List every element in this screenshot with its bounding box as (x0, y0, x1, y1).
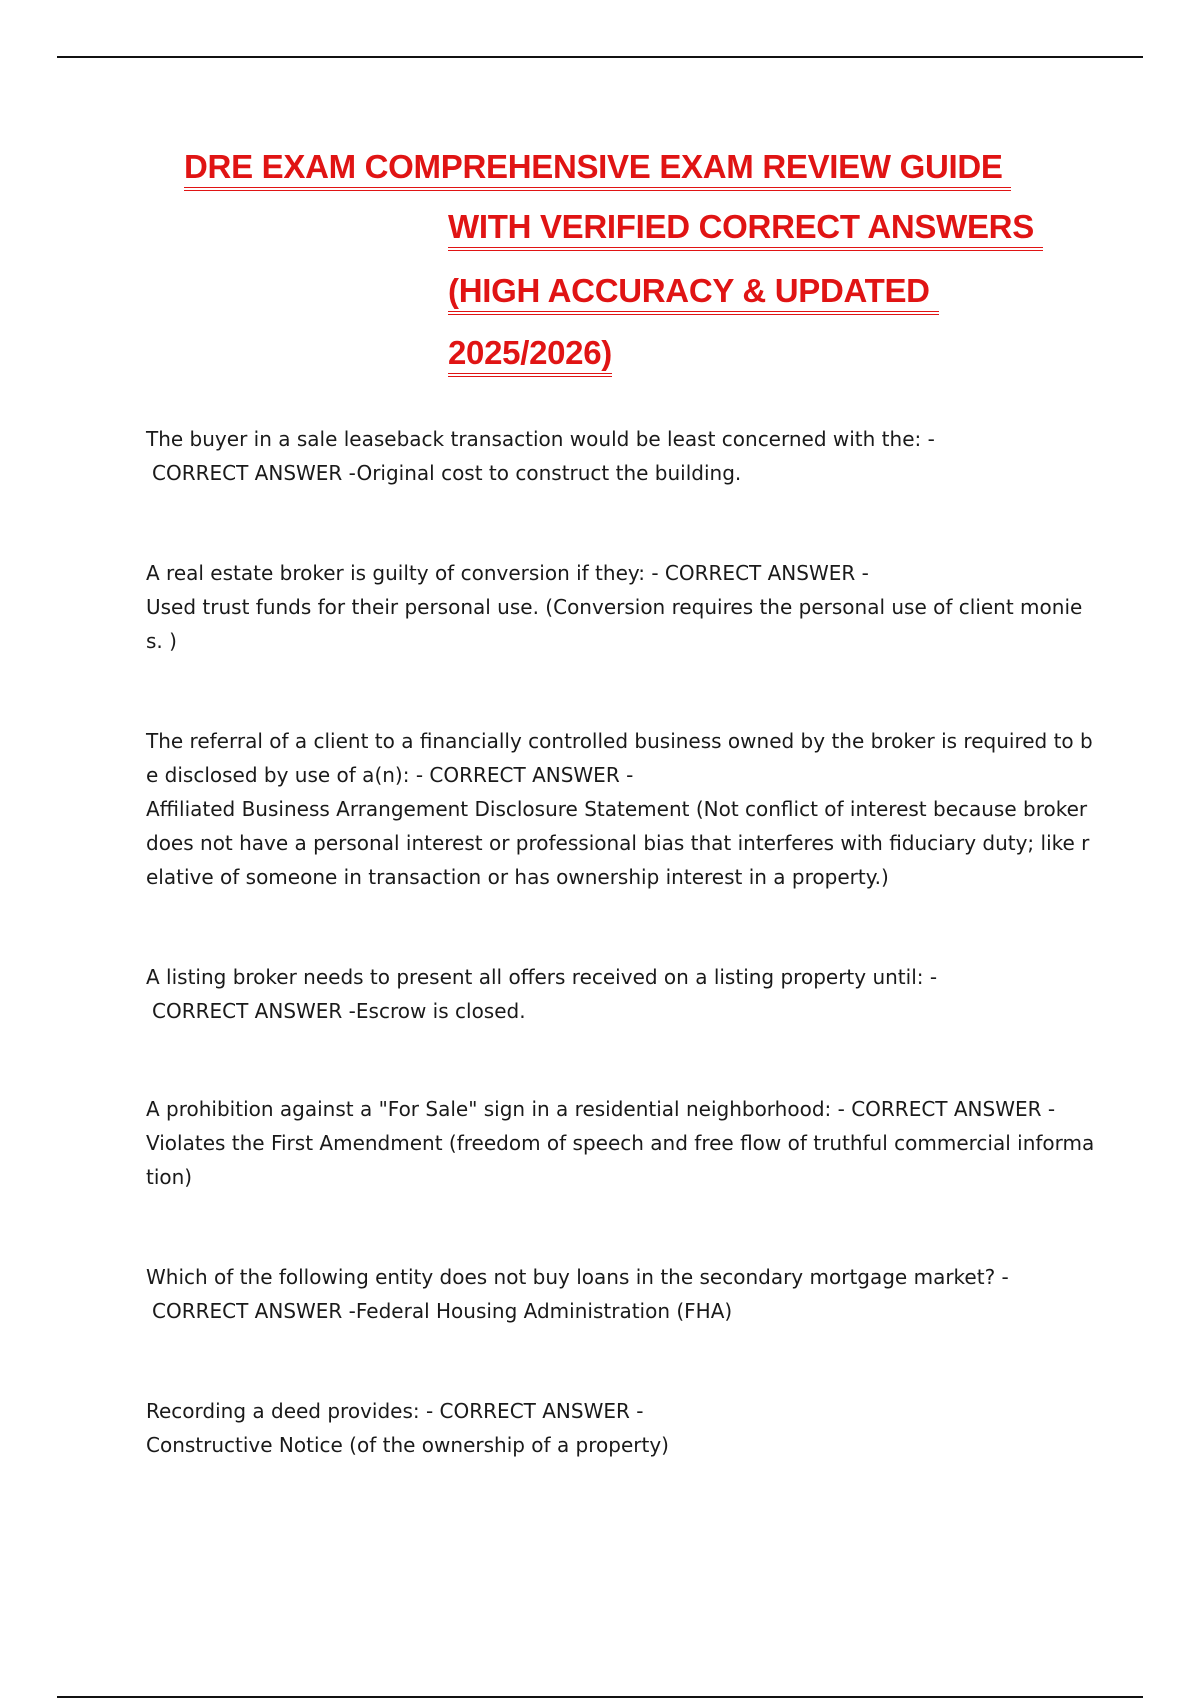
answer-text: CORRECT ANSWER -Original cost to construct the building. (152, 461, 742, 485)
question-text: A listing broker needs to present all offers received on a listing property until: - (146, 965, 938, 989)
answer-text: Used trust funds for their personal use. (Conversion requires the personal use of client monies. ) (146, 595, 1083, 653)
title-line-2: WITH VERIFIED CORRECT ANSWERS (448, 207, 1043, 251)
answer-text: Constructive Notice (of the ownership of a property) (146, 1433, 669, 1457)
qa-entry (146, 960, 1096, 1028)
question-text: A prohibition against a "For Sale" sign in a residential neighborhood: - CORRECT ANSWER - (146, 1097, 1056, 1121)
qa-entry (146, 1394, 1096, 1462)
bottom-page-rule (57, 1696, 1143, 1698)
title-line-3: (HIGH ACCURACY & UPDATED (448, 271, 939, 315)
question-text: The referral of a client to a financially controlled business owned by the broker is required to be disclosed by use of a(n): - CORRECT ANSWER - (146, 729, 1093, 787)
question-text: A real estate broker is guilty of conversion if they: - CORRECT ANSWER - (146, 561, 869, 585)
top-page-rule (57, 56, 1143, 58)
qa-entry (146, 556, 1096, 658)
question-text: Recording a deed provides: - CORRECT ANSWER - (146, 1399, 644, 1423)
title-line-4: 2025/2026) (448, 333, 612, 377)
answer-text: CORRECT ANSWER -Escrow is closed. (152, 999, 526, 1023)
qa-entry (146, 422, 1096, 490)
answer-text: Violates the First Amendment (freedom of speech and free flow of truthful commercial information) (146, 1131, 1095, 1189)
qa-entry (146, 1092, 1096, 1194)
answer-text: Affiliated Business Arrangement Disclosure Statement (Not conflict of interest because broker does not have a personal interest or professional bias that interferes with fiduciary duty; like relative of someone in transaction or has ownership interest in a property.) (146, 797, 1090, 889)
qa-list (146, 422, 1096, 1462)
title-line-1: DRE EXAM COMPREHENSIVE EXAM REVIEW GUIDE (184, 147, 1011, 191)
qa-entry (146, 724, 1096, 894)
answer-text: CORRECT ANSWER -Federal Housing Administration (FHA) (152, 1299, 733, 1323)
question-text: Which of the following entity does not buy loans in the secondary mortgage market? - (146, 1265, 1009, 1289)
qa-entry (146, 1260, 1096, 1328)
question-text: The buyer in a sale leaseback transaction would be least concerned with the: - (146, 427, 935, 451)
